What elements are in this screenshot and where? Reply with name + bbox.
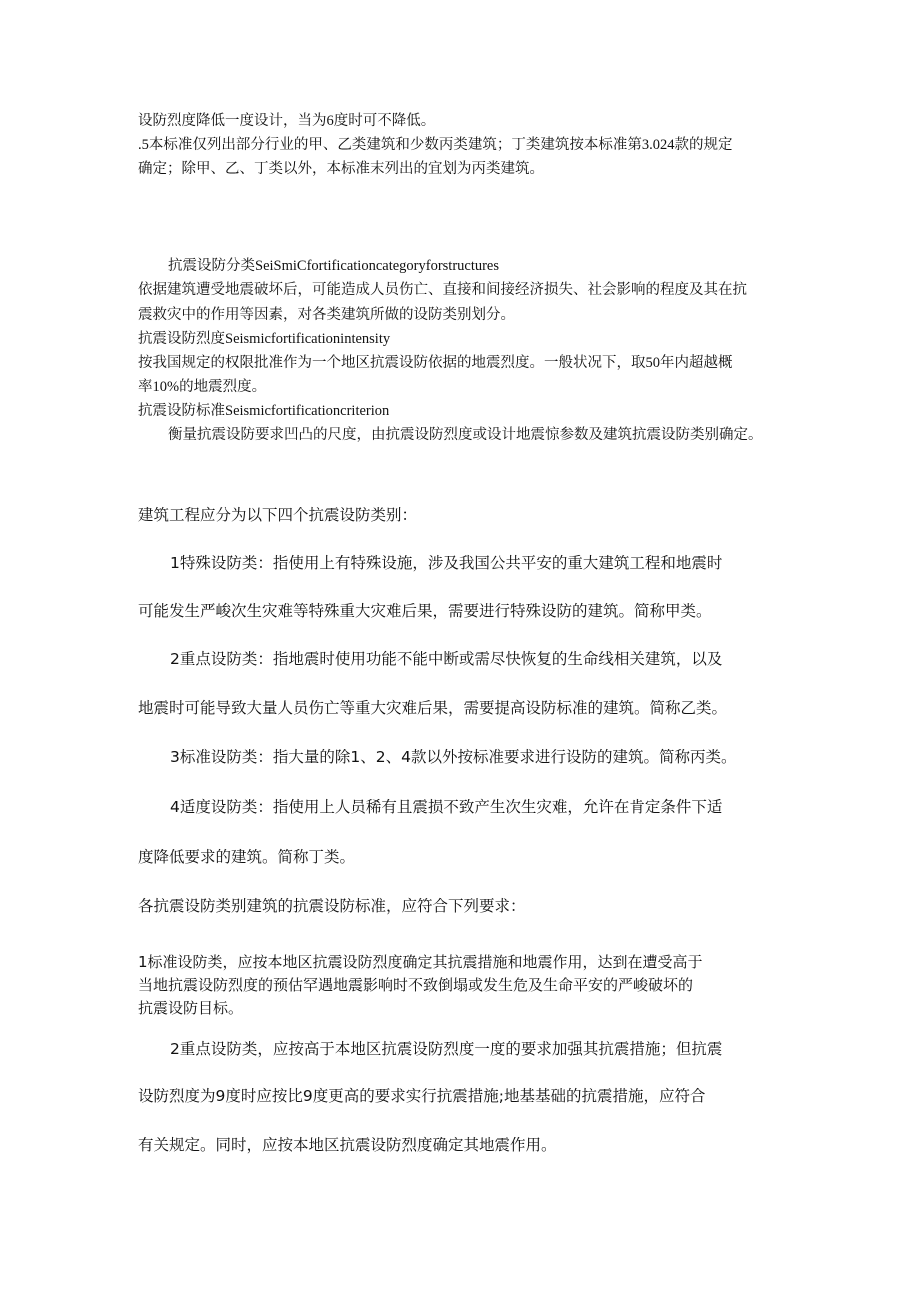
- text-line: 抗震设防目标。: [138, 999, 244, 1017]
- list-item: 2重点设防类，应按高于本地区抗震设防烈度一度的要求加强其抗震措施；但抗震: [170, 1040, 723, 1058]
- term-heading: 抗震设防分类SeiSmiCfortificationcategoryforstructures: [168, 258, 500, 274]
- text-line: 设防烈度为9度时应按比9度更高的要求实行抗震措施;地基基础的抗震措施，应符合: [138, 1087, 706, 1105]
- term-heading: 抗震设防标准Seismicfortificationcriterion: [138, 403, 390, 419]
- text-line: 设防烈度降低一度设计，当为6度时可不降低。: [138, 113, 436, 129]
- section-heading: 建筑工程应分为以下四个抗震设防类别：: [138, 506, 418, 524]
- list-item: 3标准设防类：指大量的除1、2、4款以外按标准要求进行设防的建筑。简称丙类。: [170, 748, 737, 766]
- text-line: 地震时可能导致大量人员伤亡等重大灾难后果，需要提高设防标准的建筑。简称乙类。: [138, 699, 728, 717]
- text-line: 按我国规定的权限批准作为一个地区抗震设防依据的地震烈度。一般状况下，取50年内超越概: [138, 355, 733, 371]
- text-line: 可能发生严峻次生灾难等特殊重大灾难后果，需要进行特殊设防的建筑。简称甲类。: [138, 602, 712, 620]
- section-heading: 各抗震设防类别建筑的抗震设防标准，应符合下列要求：: [138, 897, 526, 915]
- text-line: 震救灾中的作用等因素，对各类建筑所做的设防类别划分。: [138, 307, 515, 323]
- list-item: 2重点设防类：指地震时使用功能不能中断或需尽快恢复的生命线相关建筑，以及: [170, 650, 723, 668]
- text-line: 当地抗震设防烈度的预估罕遇地震影响时不致倒塌或发生危及生命平安的严峻破坏的: [138, 976, 694, 994]
- text-line: 度降低要求的建筑。简称丁类。: [138, 848, 356, 866]
- text-line: 依据建筑遭受地震破坏后，可能造成人员伤亡、直接和间接经济损失、社会影响的程度及其在抗: [138, 282, 747, 298]
- term-heading: 抗震设防烈度Seismicfortificationintensity: [138, 331, 391, 347]
- text-line: 衡量抗震设防要求凹凸的尺度，由抗震设防烈度或设计地震惊参数及建筑抗震设防类别确定。: [168, 427, 763, 443]
- list-item: 1特殊设防类：指使用上有特殊设施，涉及我国公共平安的重大建筑工程和地震时: [170, 554, 723, 572]
- list-item: 1标准设防类，应按本地区抗震设防烈度确定其抗震措施和地震作用，达到在遭受高于: [138, 953, 703, 971]
- text-line: 率10%的地震烈度。: [138, 379, 267, 395]
- list-item: 4适度设防类：指使用上人员稀有且震损不致产生次生灾难，允许在肯定条件下适: [170, 798, 723, 816]
- text-line: 有关规定。同时，应按本地区抗震设防烈度确定其地震作用。: [138, 1136, 557, 1154]
- text-line: 确定；除甲、乙、丁类以外，本标准末列出的宜划为丙类建筑。: [138, 161, 544, 177]
- text-line: .5本标准仅列出部分行业的甲、乙类建筑和少数丙类建筑；丁类建筑按本标准第3.024款的规定: [138, 137, 733, 153]
